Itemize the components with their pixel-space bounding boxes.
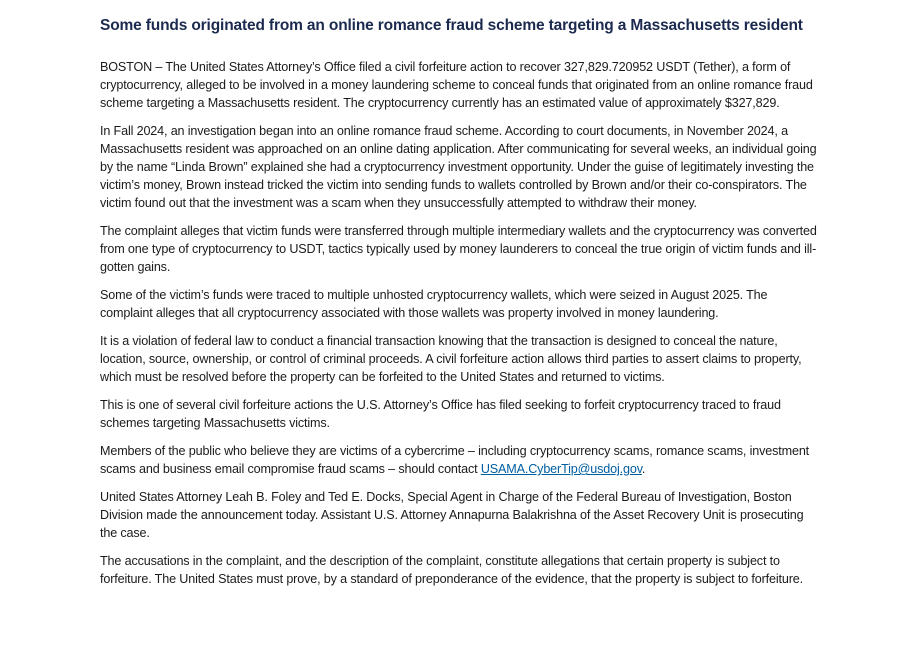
cybertip-email-link[interactable]: USAMA.CyberTip@usdoj.gov	[480, 462, 642, 476]
press-release-article	[100, 14, 820, 598]
article-title: Some funds originated from an online romance fraud scheme targeting a Massachusetts resident	[100, 17, 803, 34]
contact-text-end: .	[641, 462, 646, 476]
paragraph-disclaimer: The accusations in the complaint, and the description of the complaint, constitute allegations that certain property is subject to forfeiture. The United States must prove, by a standard of preponderance of the evidence, that the property is subject to forfeiture.	[100, 554, 803, 586]
contact-text: Members of the public who believe they are victims of a cybercrime – including cryptocurrency scams, romance scams, investment scams and business email compromise fraud scams – should contact	[100, 444, 810, 476]
paragraph-investigation: In Fall 2024, an investigation began into an online romance fraud scheme. According to court documents, in November 2024, a Massachusetts resident was approached on an online dating application. After communicating for several weeks, an individual going by the name “Linda Brown” explained she had a cryptocurrency investment opportunity. Under the guise of legitimately investing the victim’s money, Brown instead tricked the victim into sending funds to wallets controlled by Brown and/or their co-conspirators. The victim found out that the investment was a scam when they unsuccessfully attempted to withdraw their money.	[100, 124, 817, 210]
paragraph-seizure: Some of the victim’s funds were traced to multiple unhosted cryptocurrency wallets, which were seized in August 2025. The complaint alleges that all cryptocurrency associated with those wallets was property involved in money laundering.	[100, 288, 768, 320]
paragraph-complaint: The complaint alleges that victim funds were transferred through multiple intermediary wallets and the cryptocurrency was converted from one type of cryptocurrency to USDT, tactics typically used by money launderers to conceal the true origin of victim funds and ill-gotten gains.	[100, 224, 817, 274]
paragraph-law: It is a violation of federal law to conduct a financial transaction knowing that the transaction is designed to conceal the nature, location, source, ownership, or control of criminal proceeds. A civil forfeiture action allows third parties to assert claims to property, which must be resolved before the property can be forfeited to the United States and returned to victims.	[100, 334, 802, 384]
paragraph-intro: BOSTON – The United States Attorney’s Office filed a civil forfeiture action to recover 327,829.720952 USDT (Tether), a form of cryptocurrency, alleged to be involved in a money laundering scheme to conceal funds that originated from an online romance fraud scheme targeting a Massachusetts resident. The cryptocurrency currently has an estimated value of approximately $327,829.	[100, 60, 813, 110]
paragraph-context: This is one of several civil forfeiture actions the U.S. Attorney’s Office has filed seeking to forfeit cryptocurrency traced to fraud schemes targeting Massachusetts victims.	[100, 398, 781, 430]
paragraph-contact	[100, 442, 820, 478]
paragraph-announcement: United States Attorney Leah B. Foley and Ted E. Docks, Special Agent in Charge of the Federal Bureau of Investigation, Boston Division made the announcement today. Assistant U.S. Attorney Annapurna Balakrishna of the Asset Recovery Unit is prosecuting the case.	[100, 490, 804, 540]
